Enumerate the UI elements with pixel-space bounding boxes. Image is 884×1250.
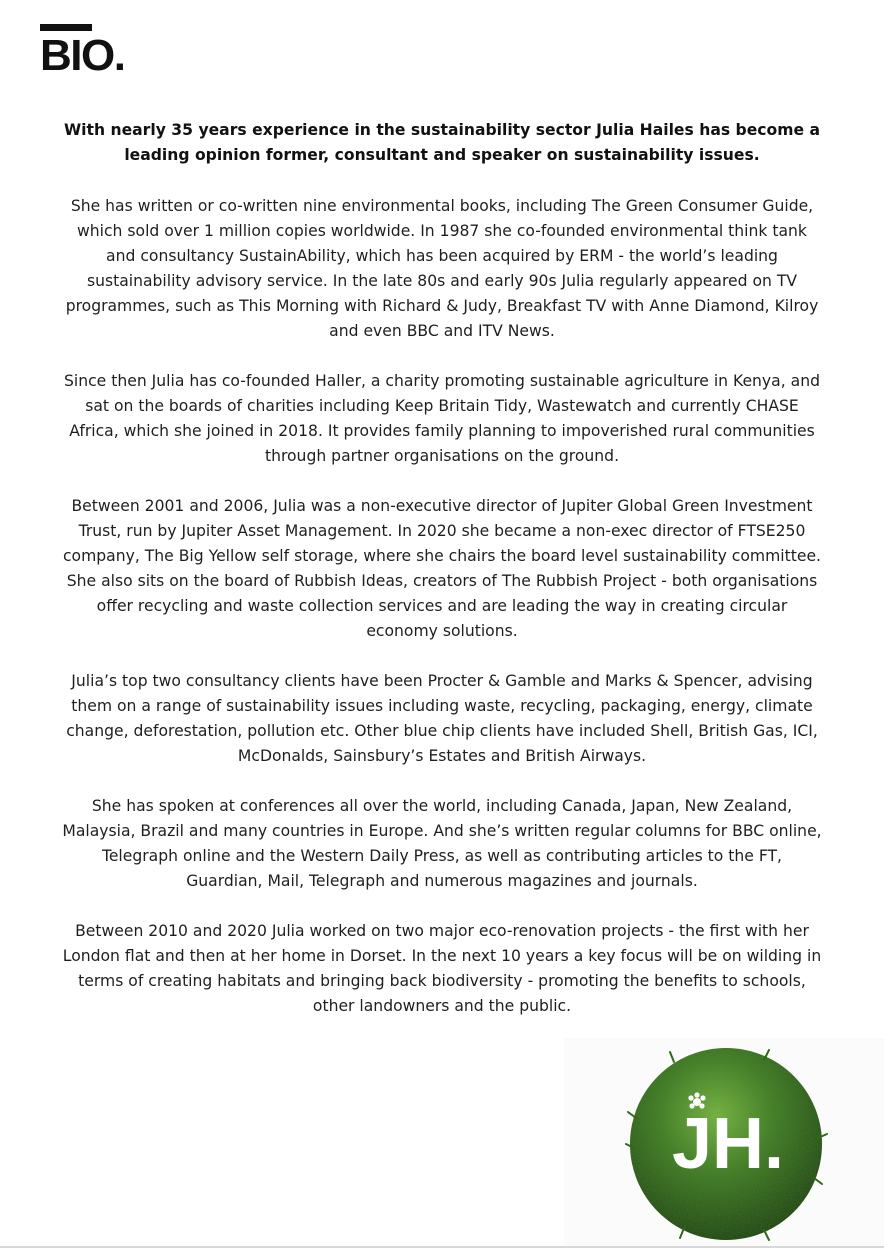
paragraph-speaking: She has spoken at conferences all over the world, including Canada, Japan, New Zealand, Malaysia, Brazil and many countries in Europe. And she’s written regular columns for BBC online, Telegraph online and the Western Daily Press, as well as contributing articles to the FT, Guardian, Mail, Telegraph and numerous magazines and journals. [62,797,822,890]
paragraph-charities: Since then Julia has co-founded Haller, a charity promoting sustainable agriculture in Kenya, and sat on the boards of charities including Keep Britain Tidy, Wastewatch and currently CHASE Africa, which she joined in 2018. It provides family planning to impoverished rural communities through partner organisations on the ground. [64,372,820,465]
paragraph-directorships: Between 2001 and 2006, Julia was a non-executive director of Jupiter Global Green Investment Trust, run by Jupiter Asset Management. In 2020 she became a non-exec director of FTSE250 company, The Big Yellow self storage, where she chairs the board level sustainability committee. She also sits on the board of Rubbish Ideas, creators of The Rubbish Project - both organisations offer recycling and waste collection services and are leading the way in creating circular economy solutions. [62,497,822,640]
paragraph-books-tv: She has written or co-written nine environmental books, including The Green Consumer Guide, which sold over 1 million copies worldwide. In 1987 she co-founded environmental think tank and consultancy SustainAbility, which has been acquired by ERM - the world’s leading sustainability advisory service. In the late 80s and early 90s Julia regularly appeared on TV programmes, such as This Morning with Richard & Judy, Breakfast TV with Anne Diamond, Kilroy and even BBC and ITV News. [65,197,819,340]
grass-ball-graphic [564,1038,884,1246]
bio-content [62,118,822,1044]
bio-logo [40,20,140,78]
jh-grass-emblem [564,1038,884,1246]
lead-paragraph: With nearly 35 years experience in the sustainability sector Julia Hailes has become a leading opinion former, consultant and speaker on sustainability issues. [63,121,821,164]
logo-bar [40,24,92,31]
paragraph-renovation: Between 2010 and 2020 Julia worked on two major eco-renovation projects - the first with her London flat and then at her home in Dorset. In the next 10 years a key focus will be on wilding in terms of creating habitats and bringing back biodiversity - promoting the benefits to schools, other landowners and the public. [62,922,822,1015]
logo-text: BIO. [40,31,125,80]
paragraph-clients: Julia’s top two consultancy clients have been Procter & Gamble and Marks & Spencer, advising them on a range of sustainability issues including waste, recycling, packaging, energy, climate change, deforestation, pollution etc. Other blue chip clients have included Shell, British Gas, ICI, McDonalds, Sainsbury’s Estates and British Airways. [66,672,818,765]
emblem-monogram: JH. [671,1104,785,1184]
